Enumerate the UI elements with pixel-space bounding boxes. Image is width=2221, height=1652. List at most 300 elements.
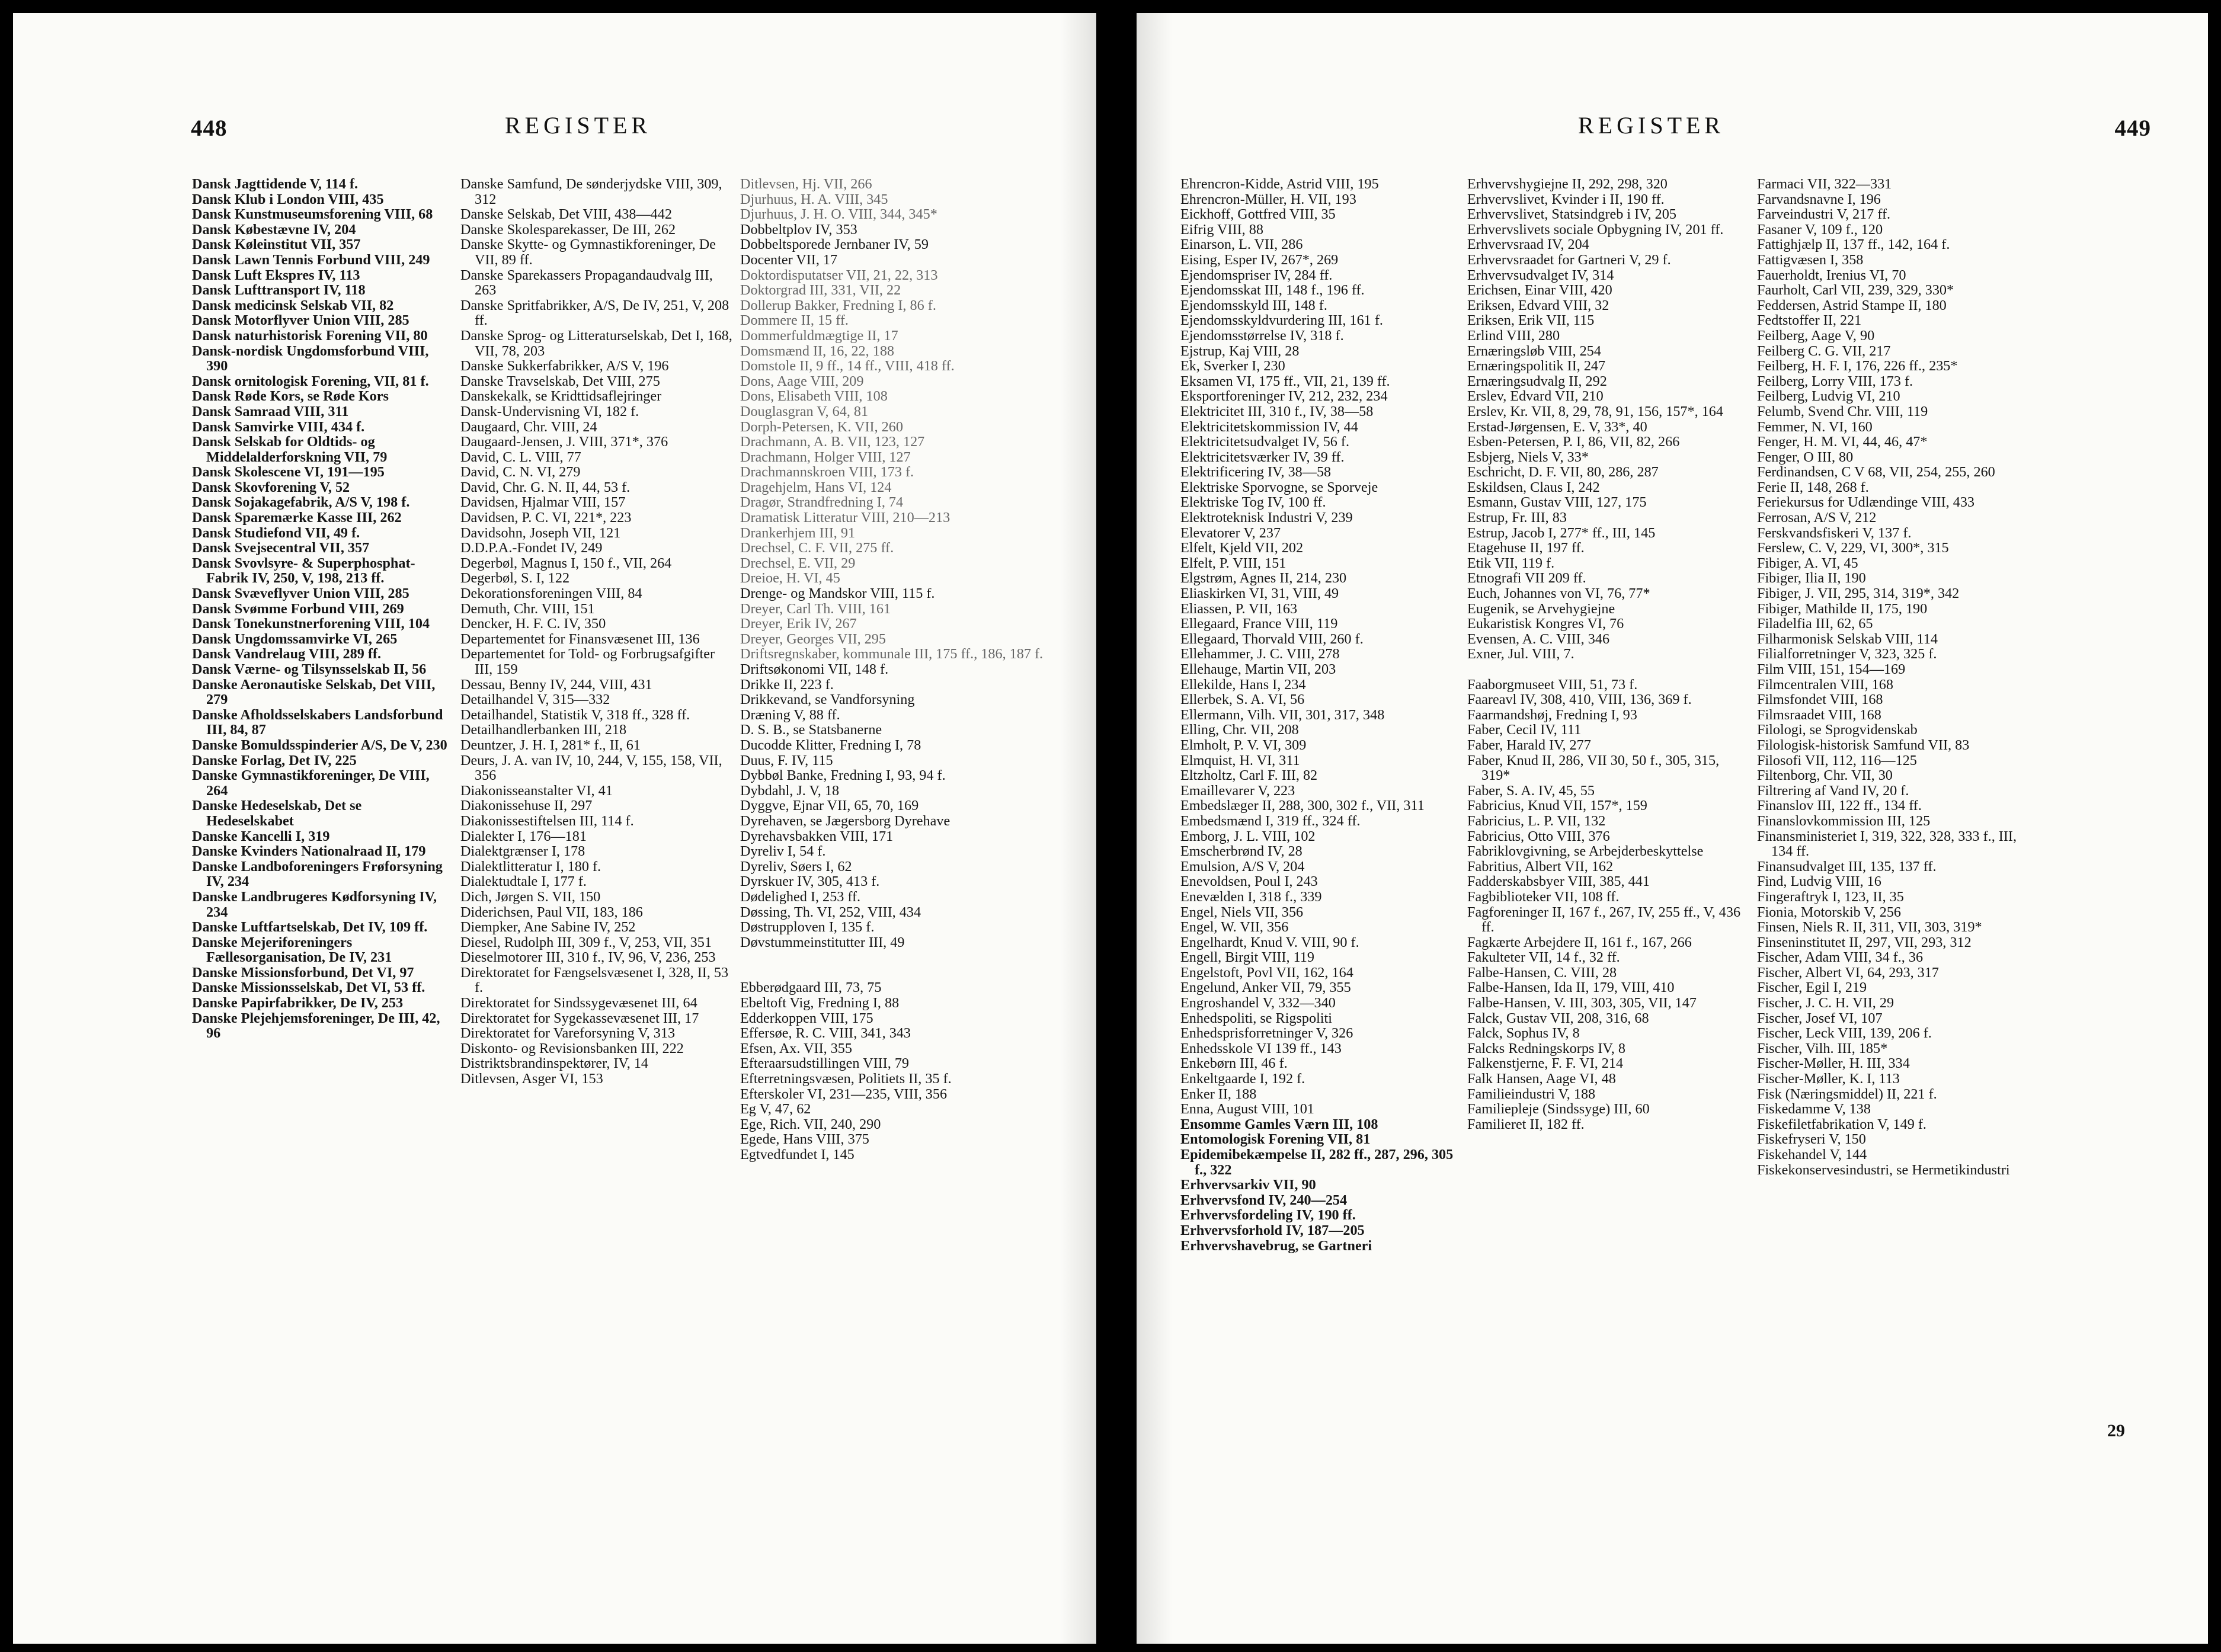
index-entry: Dencker, H. F. C. IV, 350 xyxy=(460,616,606,632)
index-entry: Epidemibekæmpelse II, 282 ff., 287, 296, 305 f., 322 xyxy=(1180,1147,1454,1178)
index-entry: Erhvervslivet, Kvinder i II, 190 ff. xyxy=(1467,191,1665,207)
index-entry: Einarson, L. VII, 286 xyxy=(1180,236,1303,253)
signature-mark: 29 xyxy=(2107,1421,2125,1440)
index-entry: Ernæringspolitik II, 247 xyxy=(1467,358,1606,374)
index-entry: Dollerup Bakker, Fredning I, 86 f. xyxy=(740,297,936,313)
index-column xyxy=(740,177,1048,1163)
index-entry: Erhvervsfond IV, 240—254 xyxy=(1180,1192,1348,1208)
index-entry: Elgstrøm, Agnes II, 214, 230 xyxy=(1180,570,1347,587)
index-entry: Fischer-Møller, H. III, 334 xyxy=(1757,1055,1910,1072)
index-entry: Elling, Chr. VII, 208 xyxy=(1180,722,1299,738)
index-entry: Ducodde Klitter, Fredning I, 78 xyxy=(740,737,921,753)
index-entry: Diakonisseanstalter VI, 41 xyxy=(460,782,613,799)
index-entry: Emaillevarer V, 223 xyxy=(1180,782,1295,799)
index-entry: Daugaard-Jensen, J. VIII, 371*, 376 xyxy=(460,434,668,450)
index-entry: Familieindustri V, 188 xyxy=(1467,1086,1596,1102)
index-entry: Ejendomsskyld III, 148 f. xyxy=(1180,297,1327,313)
index-column xyxy=(192,177,453,1041)
left-page xyxy=(13,13,1096,1644)
index-entry: Familieret II, 182 ff. xyxy=(1467,1116,1585,1132)
index-entry: Dorph-Petersen, K. VII, 260 xyxy=(740,418,903,435)
index-entry: Dødelighed I, 253 ff. xyxy=(740,888,861,905)
index-entry: Ejstrup, Kaj VIII, 28 xyxy=(1180,342,1300,359)
index-entry: Etagehuse II, 197 ff. xyxy=(1467,540,1585,556)
index-entry: Dieselmotorer III, 310 f., IV, 96, V, 236, 253 xyxy=(460,949,716,966)
index-entry: Dansk Svæveflyver Union VIII, 285 xyxy=(192,585,409,602)
index-entry: Eskildsen, Claus I, 242 xyxy=(1467,479,1600,495)
index-entry: Erhvervslivets sociale Opbygning IV, 201 ff. xyxy=(1467,221,1724,238)
index-entry: Enhedsskole VI 139 ff., 143 xyxy=(1180,1040,1342,1056)
section-gap xyxy=(740,950,1048,965)
index-entry: Eifrig VIII, 88 xyxy=(1180,221,1263,238)
index-entry: Danske Skolesparekasser, De III, 262 xyxy=(460,221,676,238)
index-entry: Faber, Harald IV, 277 xyxy=(1467,737,1591,753)
running-head: REGISTER xyxy=(505,112,652,139)
index-entry: Diderichsen, Paul VII, 183, 186 xyxy=(460,904,643,920)
index-entry: Dreioe, H. VI, 45 xyxy=(740,570,840,587)
index-entry: Enevælden I, 318 f., 339 xyxy=(1180,888,1322,905)
index-entry: Erhvervslivet, Statsindgreb i IV, 205 xyxy=(1467,206,1676,223)
index-entry: Fasaner V, 109 f., 120 xyxy=(1757,221,1883,238)
index-entry: Feilberg, Lorry VIII, 173 f. xyxy=(1757,373,1913,389)
index-entry: Fattigvæsen I, 358 xyxy=(1757,251,1864,268)
index-entry: Danske Sprog- og Litteraturselskab, Det I, 168, VII, 78, 203 xyxy=(460,327,732,359)
index-entry: Erhvervsfordeling IV, 190 ff. xyxy=(1180,1207,1356,1224)
index-entry: Ensomme Gamles Værn III, 108 xyxy=(1180,1116,1378,1132)
index-entry: Djurhuus, J. H. O. VIII, 344, 345* xyxy=(740,206,937,223)
index-entry: Erhvervsforhold IV, 187—205 xyxy=(1180,1222,1365,1238)
index-entry: Filologi, se Sprogvidenskab xyxy=(1757,722,1918,738)
index-entry: Faurholt, Carl VII, 239, 329, 330* xyxy=(1757,282,1954,299)
index-entry: Danske Missionsselskab, Det VI, 53 ff. xyxy=(192,979,425,996)
index-entry: Dyggve, Ejnar VII, 65, 70, 169 xyxy=(740,798,919,814)
index-entry: Falk Hansen, Aage VI, 48 xyxy=(1467,1071,1616,1087)
index-entry: Danske Papirfabrikker, De IV, 253 xyxy=(192,995,404,1011)
index-entry: Ditlevsen, Hj. VII, 266 xyxy=(740,176,872,192)
index-entry: Filtenborg, Chr. VII, 30 xyxy=(1757,767,1893,784)
index-entry: Dobbeltsporede Jernbaner IV, 59 xyxy=(740,236,929,253)
index-entry: Fiskefiletfabrikation V, 149 f. xyxy=(1757,1116,1926,1132)
index-entry: Fibiger, J. VII, 295, 314, 319*, 342 xyxy=(1757,585,1960,602)
index-entry: Daugaard, Chr. VIII, 24 xyxy=(460,418,597,435)
index-entry: D.D.P.A.-Fondet IV, 249 xyxy=(460,540,603,556)
index-entry: Engroshandel V, 332—340 xyxy=(1180,995,1336,1011)
index-entry: Fisk (Næringsmiddel) II, 221 f. xyxy=(1757,1086,1937,1102)
index-entry: Ellegaard, Thorvald VIII, 260 f. xyxy=(1180,630,1364,647)
index-entry: Dansk Klub i London VIII, 435 xyxy=(192,191,384,207)
index-entry: Filialforretninger V, 323, 325 f. xyxy=(1757,646,1937,662)
index-entry: Dreyer, Carl Th. VIII, 161 xyxy=(740,600,891,617)
index-entry: Falck, Gustav VII, 208, 316, 68 xyxy=(1467,1010,1649,1026)
index-entry: Dommerfuldmægtige II, 17 xyxy=(740,327,898,344)
index-entry: Døvstummeinstitutter III, 49 xyxy=(740,934,905,950)
index-entry: Drikkevand, se Vandforsyning xyxy=(740,691,915,708)
index-entry: Ditlevsen, Asger VI, 153 xyxy=(460,1071,603,1087)
index-entry: Detailhandlerbanken III, 218 xyxy=(460,722,627,738)
index-entry: Dansk Sparemærke Kasse III, 262 xyxy=(192,510,402,526)
index-entry: Fagkærte Arbejdere II, 161 f., 167, 266 xyxy=(1467,934,1692,950)
index-entry: Erichsen, Einar VIII, 420 xyxy=(1467,282,1612,299)
index-entry: Departementet for Finansvæsenet III, 136 xyxy=(460,630,700,647)
index-entry: Ejendomsstørrelse IV, 318 f. xyxy=(1180,327,1344,344)
index-entry: Douglasgran V, 64, 81 xyxy=(740,403,869,420)
index-entry: Danske Sukkerfabrikker, A/S V, 196 xyxy=(460,358,669,374)
index-entry: Finseninstitutet II, 297, VII, 293, 312 xyxy=(1757,934,1972,950)
index-entry: Fibiger, A. VI, 45 xyxy=(1757,555,1858,571)
index-entry: Domstole II, 9 ff., 14 ff., VIII, 418 ff. xyxy=(740,358,955,374)
index-entry: Degerbøl, Magnus I, 150 f., VII, 264 xyxy=(460,555,672,571)
index-entry: Falck, Sophus IV, 8 xyxy=(1467,1025,1580,1042)
index-entry: Direktoratet for Vareforsyning V, 313 xyxy=(460,1025,676,1042)
index-entry: Estrup, Jacob I, 277* ff., III, 145 xyxy=(1467,524,1656,541)
index-entry: Diempker, Ane Sabine IV, 252 xyxy=(460,919,636,936)
index-entry: Dich, Jørgen S. VII, 150 xyxy=(460,888,601,905)
index-entry: Fischer, Leck VIII, 139, 206 f. xyxy=(1757,1025,1932,1042)
index-entry: Dreyer, Erik IV, 267 xyxy=(740,616,857,632)
index-entry: Esben-Petersen, P. I, 86, VII, 82, 266 xyxy=(1467,434,1680,450)
index-entry: Emulsion, A/S V, 204 xyxy=(1180,858,1305,875)
index-entry: Drikke II, 223 f. xyxy=(740,676,834,693)
index-entry: Dansk Sojakagefabrik, A/S V, 198 f. xyxy=(192,494,410,511)
index-entry: Dramatisk Litteratur VIII, 210—213 xyxy=(740,510,951,526)
index-entry: Efteraarsudstillingen VIII, 79 xyxy=(740,1055,910,1072)
index-entry: Diskonto- og Revisionsbanken III, 222 xyxy=(460,1040,684,1056)
index-entry: Engell, Birgit VIII, 119 xyxy=(1180,949,1314,966)
index-entry: Enkeltgaarde I, 192 f. xyxy=(1180,1071,1305,1087)
index-entry: Find, Ludvig VIII, 16 xyxy=(1757,873,1881,890)
running-head: REGISTER xyxy=(1578,112,1725,139)
index-entry: Doktordisputatser VII, 21, 22, 313 xyxy=(740,267,938,283)
index-entry: Elmholt, P. V. VI, 309 xyxy=(1180,737,1307,753)
index-entry: Dialektudtale I, 177 f. xyxy=(460,873,587,890)
index-entry: Dansk medicinsk Selskab VII, 82 xyxy=(192,297,394,313)
index-entry: Detailhandel V, 315—332 xyxy=(460,691,610,708)
index-entry: Engelund, Anker VII, 79, 355 xyxy=(1180,979,1351,996)
index-entry: Dansk Skolescene VI, 191—195 xyxy=(192,464,385,481)
index-entry: Dekorationsforeningen VIII, 84 xyxy=(460,585,642,602)
index-entry: Entomologisk Forening VII, 81 xyxy=(1180,1131,1371,1148)
index-entry: Ellekilde, Hans I, 234 xyxy=(1180,676,1306,693)
index-entry: Demuth, Chr. VIII, 151 xyxy=(460,600,595,617)
index-entry: Davidsen, P. C. VI, 221*, 223 xyxy=(460,510,632,526)
index-entry: Eising, Esper IV, 267*, 269 xyxy=(1180,251,1339,268)
index-entry: Fattighjælp II, 137 ff., 142, 164 f. xyxy=(1757,236,1950,253)
index-entry: Elmquist, H. VI, 311 xyxy=(1180,752,1300,769)
index-entry: Eliassen, P. VII, 163 xyxy=(1180,600,1298,617)
index-entry: Exner, Jul. VIII, 7. xyxy=(1467,646,1574,662)
index-entry: Erhvervsudvalget IV, 314 xyxy=(1467,267,1614,283)
index-entry: Deurs, J. A. van IV, 10, 244, V, 155, 158, VII, 356 xyxy=(460,752,722,784)
index-entry: Finanslovkommission III, 125 xyxy=(1757,812,1931,829)
index-entry: Emscherbrønd IV, 28 xyxy=(1180,843,1302,860)
index-entry: Dansk Købestævne IV, 204 xyxy=(192,221,356,238)
index-entry: Elfelt, Kjeld VII, 202 xyxy=(1180,540,1304,556)
index-entry: Danske Selskab, Det VIII, 438—442 xyxy=(460,206,672,223)
index-entry: Dansk Svovlsyre- & Superphosphat-Fabrik IV, 250, V, 198, 213 ff. xyxy=(192,555,415,587)
index-entry: Drachmann, A. B. VII, 123, 127 xyxy=(740,434,925,450)
index-entry: Fauerholdt, Irenius VI, 70 xyxy=(1757,267,1906,283)
index-entry: Enevoldsen, Poul I, 243 xyxy=(1180,873,1318,890)
index-entry: Dansk Selskab for Oldtids- og Middelalderforskning VII, 79 xyxy=(192,434,388,465)
index-entry: Etik VII, 119 f. xyxy=(1467,555,1555,571)
index-entry: Danske Afholdsselskabers Landsforbund III, 84, 87 xyxy=(192,706,443,738)
index-entry: Erslev, Kr. VII, 8, 29, 78, 91, 156, 157*, 164 xyxy=(1467,403,1723,420)
index-entry: Dyreliv, Søers I, 62 xyxy=(740,858,852,875)
index-entry: Dansk Motorflyver Union VIII, 285 xyxy=(192,312,409,329)
index-entry: Dansk Værne- og Tilsynsselskab II, 56 xyxy=(192,661,427,677)
index-entry: Familiepleje (Sindssyge) III, 60 xyxy=(1467,1101,1650,1118)
index-entry: Danske Bomuldsspinderier A/S, De V, 230 xyxy=(192,737,447,753)
index-entry: Danske Sparekassers Propagandaudvalg III, 263 xyxy=(460,267,713,299)
index-entry: Dessau, Benny IV, 244, VIII, 431 xyxy=(460,676,652,693)
index-entry: Ehrencron-Müller, H. VII, 193 xyxy=(1180,191,1356,207)
index-entry: Ferslew, C. V, 229, VI, 300*, 315 xyxy=(1757,540,1949,556)
index-entry: Drankerhjem III, 91 xyxy=(740,524,856,541)
index-entry: Estrup, Fr. III, 83 xyxy=(1467,510,1567,526)
index-entry: Film VIII, 151, 154—169 xyxy=(1757,661,1906,677)
index-entry: Filtrering af Vand IV, 20 f. xyxy=(1757,782,1909,799)
index-entry: Faarmandshøj, Fredning I, 93 xyxy=(1467,706,1637,723)
index-entry: Eriksen, Erik VII, 115 xyxy=(1467,312,1595,329)
index-entry: Eukaristisk Kongres VI, 76 xyxy=(1467,616,1624,632)
index-entry: Drachmannskroen VIII, 173 f. xyxy=(740,464,914,481)
index-entry: Danske Landbrugeres Kødforsyning IV, 234 xyxy=(192,888,437,920)
index-entry: Djurhuus, H. A. VIII, 345 xyxy=(740,191,888,207)
index-entry: Faber, Knud II, 286, VII 30, 50 f., 305, 315, 319* xyxy=(1467,752,1720,784)
index-entry: Enhedsprisforretninger V, 326 xyxy=(1180,1025,1353,1042)
index-entry: Elektriske Sporvogne, se Sporveje xyxy=(1180,479,1378,495)
index-entry: Danskekalk, se Kridttidsaflejringer xyxy=(460,388,662,405)
index-entry: Eickhoff, Gottfred VIII, 35 xyxy=(1180,206,1336,223)
index-entry: Dansk Samvirke VIII, 434 f. xyxy=(192,418,365,435)
index-entry: Fabricius, L. P. VII, 132 xyxy=(1467,812,1606,829)
index-entry: Falbe-Hansen, Ida II, 179, VIII, 410 xyxy=(1467,979,1675,996)
index-entry: Dobbeltplov IV, 353 xyxy=(740,221,857,238)
index-entry: Degerbøl, S. I, 122 xyxy=(460,570,570,587)
index-entry: Embedsmænd I, 319 ff., 324 ff. xyxy=(1180,812,1361,829)
index-entry: Fionia, Motorskib V, 256 xyxy=(1757,904,1902,920)
index-entry: Edderkoppen VIII, 175 xyxy=(740,1010,873,1026)
index-entry: Dansk Studiefond VII, 49 f. xyxy=(192,524,360,541)
index-entry: Finsen, Niels R. II, 311, VII, 303, 319* xyxy=(1757,919,1982,936)
index-entry: Fiskehandel V, 144 xyxy=(1757,1147,1867,1163)
index-entry: Fischer, Egil I, 219 xyxy=(1757,979,1867,996)
index-entry: Dansk ornitologisk Forening, VII, 81 f. xyxy=(192,373,429,389)
index-entry: Erslev, Edvard VII, 210 xyxy=(1467,388,1604,405)
index-entry: Docenter VII, 17 xyxy=(740,251,838,268)
index-entry: Fischer, J. C. H. VII, 29 xyxy=(1757,995,1894,1011)
index-entry: Danske Samfund, De sønderjydske VIII, 309, 312 xyxy=(460,176,722,207)
index-entry: Ernæringsløb VIII, 254 xyxy=(1467,342,1601,359)
page-number: 449 xyxy=(2114,116,2151,141)
index-entry: Davidsohn, Joseph VII, 121 xyxy=(460,524,621,541)
index-entry: Ferskvandsfiskeri V, 137 f. xyxy=(1757,524,1912,541)
index-entry: Filharmonisk Selskab VIII, 114 xyxy=(1757,630,1938,647)
index-entry: Engelstoft, Povl VII, 162, 164 xyxy=(1180,964,1353,981)
index-entry: Danske Travselskab, Det VIII, 275 xyxy=(460,373,660,389)
index-entry: Fiskedamme V, 138 xyxy=(1757,1101,1871,1118)
index-entry: Dansk Samraad VIII, 311 xyxy=(192,403,349,420)
page-number: 448 xyxy=(191,116,228,141)
index-entry: Danske Missionsforbund, Det VI, 97 xyxy=(192,964,414,981)
index-entry: Euch, Johannes von VI, 76, 77* xyxy=(1467,585,1650,602)
index-entry: Doktorgrad III, 331, VII, 22 xyxy=(740,282,901,299)
index-entry: Ebeltoft Vig, Fredning I, 88 xyxy=(740,995,900,1011)
index-entry: Dyrehavsbakken VIII, 171 xyxy=(740,828,894,844)
index-entry: Duus, F. IV, 115 xyxy=(740,752,833,769)
index-entry: Finansudvalget III, 135, 137 ff. xyxy=(1757,858,1937,875)
index-entry: Danske Spritfabrikker, A/S, De IV, 251, V, 208 ff. xyxy=(460,297,729,329)
index-entry: Eksamen VI, 175 ff., VII, 21, 139 ff. xyxy=(1180,373,1390,389)
index-entry: Efsen, Ax. VII, 355 xyxy=(740,1040,852,1056)
index-entry: Elektricitetsværker IV, 39 ff. xyxy=(1180,449,1345,465)
index-entry: Dyrehaven, se Jægersborg Dyrehave xyxy=(740,812,951,829)
index-entry: Ernæringsudvalg II, 292 xyxy=(1467,373,1607,389)
index-entry: Evensen, A. C. VIII, 346 xyxy=(1467,630,1610,647)
index-entry: Ferie II, 148, 268 f. xyxy=(1757,479,1869,495)
index-entry: Diakonissestiftelsen III, 114 f. xyxy=(460,812,634,829)
right-page xyxy=(1137,13,2208,1644)
index-entry: Fischer, Josef VI, 107 xyxy=(1757,1010,1883,1026)
index-entry: Esbjerg, Niels V, 33* xyxy=(1467,449,1589,465)
index-entry: Dyrskuer IV, 305, 413 f. xyxy=(740,873,880,890)
index-column xyxy=(1757,177,2036,1177)
index-entry: Ejendomsskat III, 148 f., 196 ff. xyxy=(1180,282,1365,299)
index-entry: Efterretningsvæsen, Politiets II, 35 f. xyxy=(740,1071,952,1087)
index-entry: Filmcentralen VIII, 168 xyxy=(1757,676,1893,693)
index-entry: Davidsen, Hjalmar VIII, 157 xyxy=(460,494,626,511)
index-entry: Døstrupploven I, 135 f. xyxy=(740,919,875,936)
index-entry: Ellermann, Vilh. VII, 301, 317, 348 xyxy=(1180,706,1385,723)
index-entry: Falkenstjerne, F. F. VI, 214 xyxy=(1467,1055,1624,1072)
index-entry: Dansk Lawn Tennis Forbund VIII, 249 xyxy=(192,251,430,268)
index-entry: Dons, Elisabeth VIII, 108 xyxy=(740,388,888,405)
index-entry: D. S. B., se Statsbanerne xyxy=(740,722,882,738)
index-entry: Faareavl IV, 308, 410, VIII, 136, 369 f. xyxy=(1467,691,1692,708)
index-entry: Eksportforeninger IV, 212, 232, 234 xyxy=(1180,388,1388,405)
index-entry: Danske Hedeselskab, Det se Hedeselskabet xyxy=(192,798,362,829)
section-gap xyxy=(740,965,1048,981)
index-entry: Ejendomsskyldvurdering III, 161 f. xyxy=(1180,312,1383,329)
index-entry: Feilberg, Ludvig VI, 210 xyxy=(1757,388,1900,405)
index-entry: Ebberødgaard III, 73, 75 xyxy=(740,979,882,996)
index-entry: Femmer, N. VI, 160 xyxy=(1757,418,1873,435)
index-entry: Efterskoler VI, 231—235, VIII, 356 xyxy=(740,1086,948,1102)
index-entry: Fibiger, Mathilde II, 175, 190 xyxy=(1757,600,1928,617)
index-entry: Engel, W. VII, 356 xyxy=(1180,919,1289,936)
index-entry: Direktoratet for Sygekassevæsenet III, 17 xyxy=(460,1010,699,1026)
index-entry: Elektricitetsudvalget IV, 56 f. xyxy=(1180,434,1350,450)
index-entry: Emborg, J. L. VIII, 102 xyxy=(1180,828,1316,844)
index-entry: Erlind VIII, 280 xyxy=(1467,327,1560,344)
index-entry: Fenger, O III, 80 xyxy=(1757,449,1854,465)
index-entry: Danske Mejeriforeningers Fællesorganisation, De IV, 231 xyxy=(192,934,392,966)
index-entry: Finanslov III, 122 ff., 134 ff. xyxy=(1757,798,1922,814)
index-entry: Dansk naturhistorisk Forening VII, 80 xyxy=(192,327,428,344)
index-entry: Farmaci VII, 322—331 xyxy=(1757,176,1892,192)
index-entry: Filmsfondet VIII, 168 xyxy=(1757,691,1883,708)
index-entry: Dansk Svejsecentral VII, 357 xyxy=(192,540,370,556)
index-entry: Finansministeriet I, 319, 322, 328, 333 f., III, 134 ff. xyxy=(1757,828,2017,860)
index-entry: Filadelfia III, 62, 65 xyxy=(1757,616,1873,632)
index-entry: Dansk Jagttidende V, 114 f. xyxy=(192,176,359,192)
index-entry: Fischer, Vilh. III, 185* xyxy=(1757,1040,1888,1056)
index-entry: Dansk Svømme Forbund VIII, 269 xyxy=(192,600,404,617)
index-entry: Filologisk-historisk Samfund VII, 83 xyxy=(1757,737,1970,753)
index-entry: Drechsel, E. VII, 29 xyxy=(740,555,856,571)
index-entry: Diakonissehuse II, 297 xyxy=(460,798,593,814)
index-entry: Elektricitetskommission IV, 44 xyxy=(1180,418,1358,435)
index-entry: Danske Forlag, Det IV, 225 xyxy=(192,752,357,769)
index-entry: Danske Kancelli I, 319 xyxy=(192,828,330,844)
index-entry: Fiskefryseri V, 150 xyxy=(1757,1131,1866,1148)
index-entry: Fedtstoffer II, 221 xyxy=(1757,312,1862,329)
index-entry: Enna, August VIII, 101 xyxy=(1180,1101,1314,1118)
index-entry: Elektricitet III, 310 f., IV, 38—58 xyxy=(1180,403,1374,420)
index-entry: Domsmænd II, 16, 22, 188 xyxy=(740,342,895,359)
index-entry: Fabriklovgivning, se Arbejderbeskyttelse xyxy=(1467,843,1704,860)
index-entry: Erhvervshygiejne II, 292, 298, 320 xyxy=(1467,176,1668,192)
index-entry: Feilberg C. G. VII, 217 xyxy=(1757,342,1891,359)
index-entry: Falbe-Hansen, V. III, 303, 305, VII, 147 xyxy=(1467,995,1697,1011)
index-entry: Falbe-Hansen, C. VIII, 28 xyxy=(1467,964,1617,981)
index-entry: Ferrosan, A/S V, 212 xyxy=(1757,510,1877,526)
index-entry: Fagforeninger II, 167 f., 267, IV, 255 ff., V, 436 ff. xyxy=(1467,904,1741,936)
index-entry: Fabricius, Knud VII, 157*, 159 xyxy=(1467,798,1647,814)
index-entry: Feriekursus for Udlændinge VIII, 433 xyxy=(1757,494,1975,511)
index-entry: Erhvervshavebrug, se Gartneri xyxy=(1180,1237,1372,1254)
spine-shadow xyxy=(1137,13,1172,1644)
index-entry: Dommere II, 15 ff. xyxy=(740,312,849,329)
index-entry: Enkebørn III, 46 f. xyxy=(1180,1055,1288,1072)
index-entry: Danske Luftfartselskab, Det IV, 109 ff. xyxy=(192,919,428,936)
index-entry: Dragør, Strandfredning I, 74 xyxy=(740,494,904,511)
index-entry: Deuntzer, J. H. I, 281* f., II, 61 xyxy=(460,737,641,753)
index-entry: Danske Plejehjemsforeninger, De III, 42, 96 xyxy=(192,1010,440,1042)
index-entry: Eschricht, D. F. VII, 80, 286, 287 xyxy=(1467,464,1659,481)
index-column xyxy=(1180,177,1459,1253)
index-entry: Dansk-Undervisning VI, 182 f. xyxy=(460,403,639,420)
index-entry: Eugenik, se Arvehygiejne xyxy=(1467,600,1615,617)
index-entry: Direktoratet for Fængselsvæsenet I, 328, II, 53 f. xyxy=(460,964,729,996)
index-entry: Danske Gymnastikforeninger, De VIII, 264 xyxy=(192,767,430,799)
index-entry: Dons, Aage VIII, 209 xyxy=(740,373,864,389)
index-entry: Eltzholtz, Carl F. III, 82 xyxy=(1180,767,1318,784)
index-entry: Falcks Redningskorps IV, 8 xyxy=(1467,1040,1625,1056)
index-entry: Dansk Kunstmuseumsforening VIII, 68 xyxy=(192,206,433,223)
index-entry: Danske Landboforeningers Frøforsyning IV, 234 xyxy=(192,858,443,890)
index-entry: Drenge- og Mandskor VIII, 115 f. xyxy=(740,585,935,602)
index-entry: Ek, Sverker I, 230 xyxy=(1180,358,1285,374)
index-entry: Eriksen, Edvard VIII, 32 xyxy=(1467,297,1609,313)
index-entry: Erhvervsraad IV, 204 xyxy=(1467,236,1589,253)
index-entry: Fabritius, Albert VII, 162 xyxy=(1467,858,1614,875)
index-entry: Elektroteknisk Industri V, 239 xyxy=(1180,510,1353,526)
index-entry: Diesel, Rudolph III, 309 f., V, 253, VII, 351 xyxy=(460,934,712,950)
index-entry: Drechsel, C. F. VII, 275 ff. xyxy=(740,540,894,556)
index-entry: Driftsregnskaber, kommunale III, 175 ff., 186, 187 f. xyxy=(740,646,1044,662)
index-entry: Fabricius, Otto VIII, 376 xyxy=(1467,828,1610,844)
index-entry: Feilberg, Aage V, 90 xyxy=(1757,327,1875,344)
index-entry: Ellerbek, S. A. VI, 56 xyxy=(1180,691,1305,708)
index-entry: Dragehjelm, Hans VI, 124 xyxy=(740,479,892,495)
index-entry: Fischer, Albert VI, 64, 293, 317 xyxy=(1757,964,1939,981)
index-entry: Distriktsbrandinspektører, IV, 14 xyxy=(460,1055,649,1072)
index-entry: Fischer, Adam VIII, 34 f., 36 xyxy=(1757,949,1924,966)
index-entry: Ellehauge, Martin VII, 203 xyxy=(1180,661,1336,677)
index-entry: Dybbøl Banke, Fredning I, 93, 94 f. xyxy=(740,767,946,784)
index-entry: Fischer-Møller, K. I, 113 xyxy=(1757,1071,1900,1087)
